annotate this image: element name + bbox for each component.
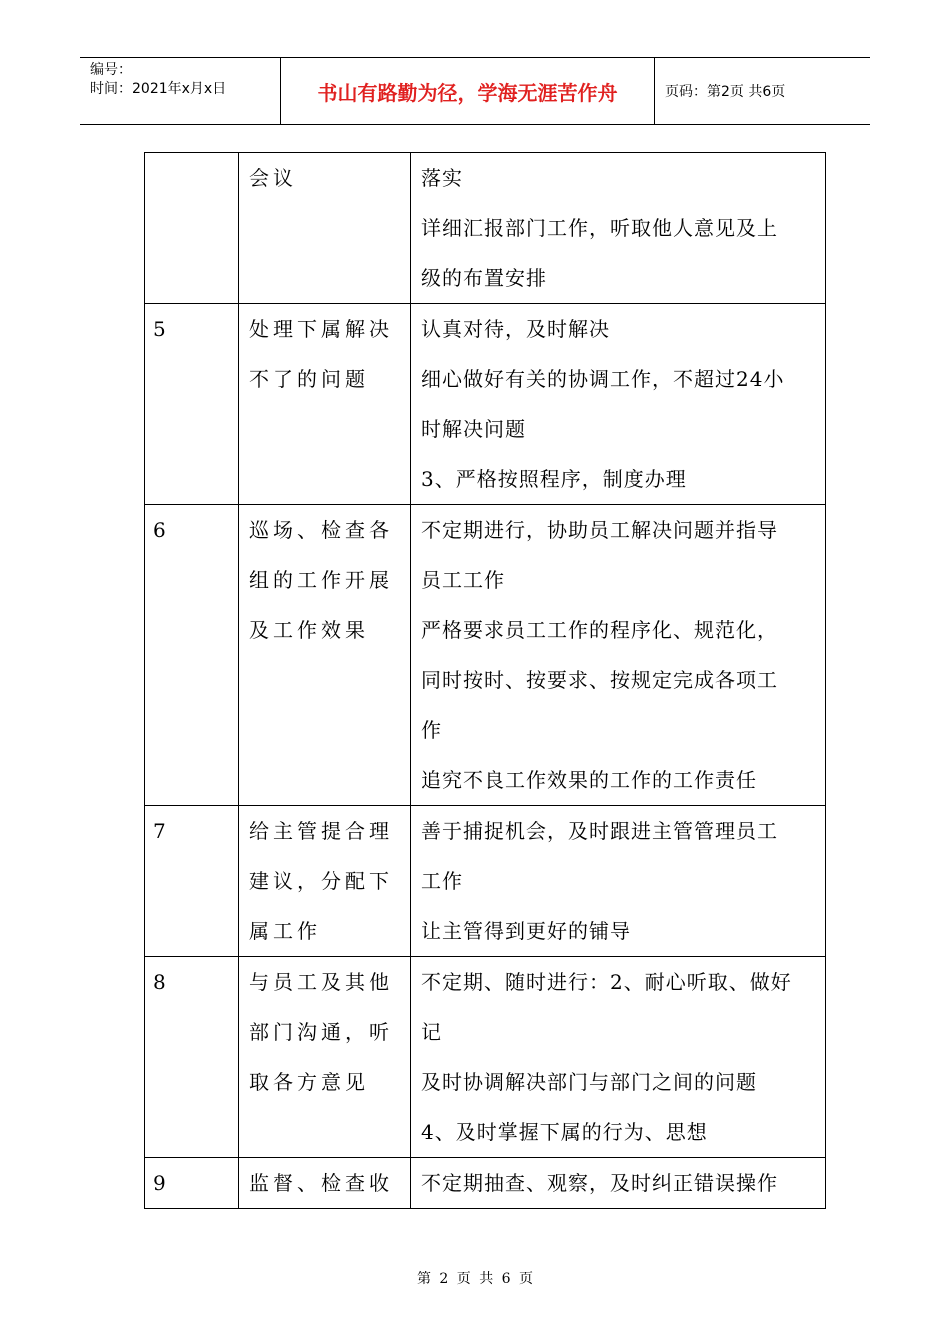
task-item-line: 与员工及其他	[249, 970, 393, 994]
task-item-line: 监督、检查收	[249, 1171, 393, 1195]
task-item-cell	[239, 304, 411, 505]
task-detail-line: 详细汇报部门工作，听取他人意见及上	[421, 216, 778, 240]
table-row	[145, 957, 826, 1158]
header-meta	[80, 58, 281, 124]
task-detail-line: 3、严格按照程序，制度办理	[421, 467, 687, 491]
task-item-line: 属工作	[249, 919, 321, 943]
task-item-line: 给主管提合理	[249, 819, 393, 843]
task-item-cell	[239, 806, 411, 957]
task-detail-cell	[411, 957, 826, 1158]
row-number: 8	[153, 970, 167, 994]
task-detail-line: 不定期、随时进行：2、耐心听取、做好	[421, 970, 792, 994]
task-detail-line: 落实	[421, 166, 463, 190]
row-number: 7	[153, 819, 167, 843]
header-page-label: 页码：第2页 共6页	[665, 84, 786, 100]
task-item-cell	[239, 1158, 411, 1209]
task-detail-line: 4、及时掌握下属的行为、思想	[421, 1120, 708, 1144]
task-item-cell	[239, 153, 411, 304]
task-item-cell	[239, 957, 411, 1158]
task-detail-cell	[411, 304, 826, 505]
row-number-cell	[145, 153, 239, 304]
task-item-line: 及工作效果	[249, 618, 369, 642]
task-detail-line: 让主管得到更好的铺导	[421, 919, 631, 943]
row-number: 9	[153, 1171, 167, 1195]
task-item-line: 建议，分配下	[249, 869, 393, 893]
document-number-label: 编号：	[90, 62, 132, 78]
task-item-line: 会议	[249, 166, 297, 190]
task-detail-line: 认真对待，及时解决	[421, 317, 610, 341]
task-detail-cell	[411, 1158, 826, 1209]
task-detail-line: 员工工作	[421, 568, 505, 592]
row-number-cell	[145, 304, 239, 505]
row-number-cell	[145, 806, 239, 957]
task-detail-cell	[411, 153, 826, 304]
row-number	[153, 153, 230, 203]
task-item-cell	[239, 505, 411, 806]
task-detail-line: 追究不良工作效果的工作的工作责任	[421, 768, 757, 792]
duty-table	[144, 152, 826, 1209]
page-footer: 第 2 页 共 6 页	[416, 1271, 534, 1287]
task-detail-line: 及时协调解决部门与部门之间的问题	[421, 1070, 757, 1094]
task-item-line: 组的工作开展	[249, 568, 393, 592]
table-row	[145, 153, 826, 304]
table-row	[145, 806, 826, 957]
task-detail-line: 细心做好有关的协调工作，不超过24小	[421, 367, 785, 391]
task-detail-line: 不定期抽查、观察，及时纠正错误操作	[421, 1171, 778, 1195]
task-detail-cell	[411, 806, 826, 957]
duty-table-body	[145, 153, 826, 1209]
task-detail-line: 时解决问题	[421, 417, 526, 441]
row-number: 6	[153, 518, 167, 542]
task-detail-line: 工作	[421, 869, 463, 893]
task-item-line: 处理下属解决	[249, 317, 393, 341]
row-number-cell	[145, 1158, 239, 1209]
document-date-label: 时间：2021年x月x日	[90, 81, 227, 97]
task-detail-line: 不定期进行，协助员工解决问题并指导	[421, 518, 778, 542]
task-item-line: 巡场、检查各	[249, 518, 393, 542]
table-row	[145, 304, 826, 505]
task-item-line: 取各方意见	[249, 1070, 369, 1094]
page-header	[80, 57, 870, 125]
header-motto: 书山有路勤为径，学海无涯苦作舟	[281, 58, 655, 124]
task-item-line: 不了的问题	[249, 367, 369, 391]
table-row	[145, 1158, 826, 1209]
task-detail-line: 同时按时、按要求、按规定完成各项工	[421, 668, 778, 692]
task-detail-cell	[411, 505, 826, 806]
table-row	[145, 505, 826, 806]
row-number: 5	[153, 317, 167, 341]
task-detail-line: 作	[421, 718, 442, 742]
row-number-cell	[145, 505, 239, 806]
task-detail-line: 善于捕捉机会，及时跟进主管管理员工	[421, 819, 778, 843]
task-detail-line: 严格要求员工工作的程序化、规范化，	[421, 618, 778, 642]
task-detail-line: 记	[421, 1020, 442, 1044]
task-item-line: 部门沟通，听	[249, 1020, 393, 1044]
row-number-cell	[145, 957, 239, 1158]
task-detail-line: 级的布置安排	[421, 266, 547, 290]
